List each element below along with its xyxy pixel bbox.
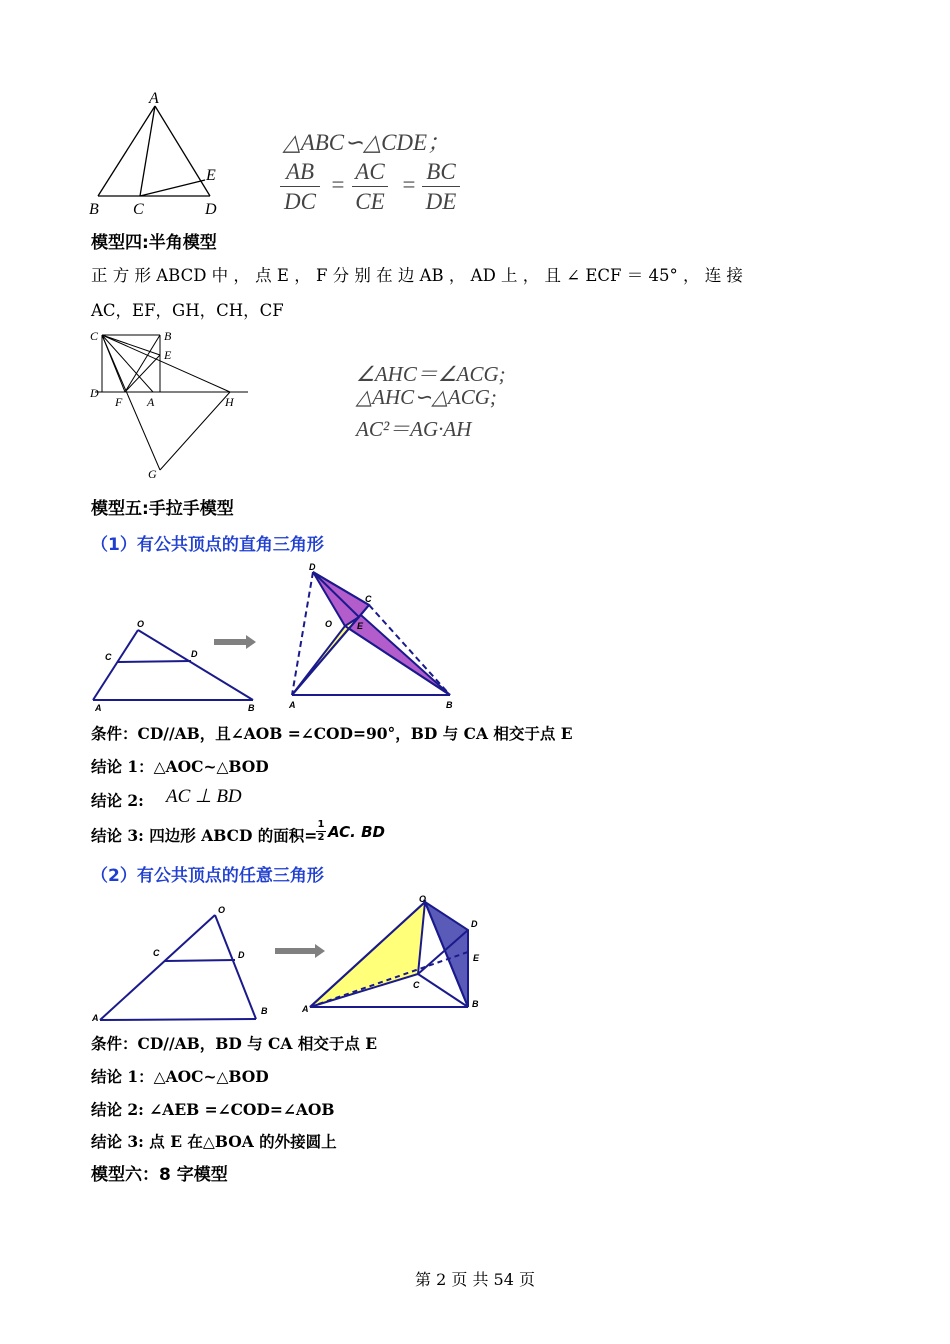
label-a: A (147, 395, 155, 409)
model5-sub2-conclusion3: 结论 3: 点 E 在△BOA 的外接圆上 (91, 1132, 337, 1151)
figure-any-triangle-before (85, 898, 275, 1023)
fraction-denominator: DC (284, 189, 316, 214)
figure-right-triangle-after (285, 562, 460, 712)
model5-sub2-title: （2）有公共顶点的任意三角形 (91, 866, 324, 886)
label-c: C (153, 948, 160, 958)
figure-half-angle (85, 325, 255, 485)
label-o: O (218, 905, 226, 915)
model4-text-line2: AC，EF，GH，CH，CF (91, 301, 284, 320)
half-angle-formula-1: ∠AHC＝∠ACG; (356, 362, 506, 386)
model5-heading: 模型五:手拉手模型 (91, 499, 234, 519)
label-c: C (105, 652, 112, 662)
model5-sub2-condition: 条件：CD//AB，BD 与 CA 相交于点 E (91, 1034, 378, 1053)
label-c: C (90, 329, 99, 343)
model5-sub1-conclusion3-tail: AC. BD (328, 823, 385, 841)
label-e: E (357, 621, 364, 631)
label-c: C (365, 594, 372, 604)
label-e: E (473, 953, 480, 963)
label-d: D (238, 950, 245, 960)
fraction-numerator: AB (280, 158, 320, 187)
label-g: G (148, 467, 157, 481)
model5-sub1-conclusion2-label: 结论 2: (91, 791, 144, 810)
model5-sub1-condition: 条件：CD//AB，且∠AOB =∠COD=90°，BD 与 CA 相交于点 E (91, 724, 573, 743)
label-b: B (261, 1006, 268, 1016)
label-a: A (95, 703, 102, 713)
figure-any-triangle-after (300, 890, 500, 1015)
similarity-statement: △ABC∽△CDE； (283, 130, 451, 155)
label-o: O (325, 619, 333, 629)
figure-right-triangle-before (85, 617, 265, 712)
model5-sub1-conclusion1: 结论 1：△AOC~△BOD (91, 757, 269, 776)
label-b: B (446, 700, 453, 710)
label-e: E (164, 348, 172, 362)
model5-sub1-conclusion2-formula: AC ⊥ BD (166, 786, 242, 807)
label-h: H (225, 395, 234, 409)
model5-sub2-conclusion1: 结论 1：△AOC~△BOD (91, 1067, 269, 1086)
model4-heading: 模型四:半角模型 (91, 233, 217, 253)
label-d: D (191, 649, 198, 659)
fraction-numerator: BC (422, 158, 460, 187)
fraction-ab-dc (280, 158, 320, 217)
page-footer: 第 2 页 共 54 页 (415, 1270, 535, 1289)
equals-sign: = (330, 172, 346, 197)
label-a: A (302, 1004, 309, 1014)
label-d: D (309, 562, 316, 572)
model5-sub1-conclusion3-label: 结论 3: 四边形 ABCD 的面积= (91, 826, 318, 845)
half-angle-formula-3: AC²＝AG·AH (356, 417, 472, 441)
label-a: A (92, 1013, 99, 1023)
fraction-denominator: 2 (317, 832, 325, 843)
fraction-numerator: AC (352, 158, 388, 187)
model5-sub1-conclusion3-fraction (316, 819, 326, 844)
fraction-ac-ce (352, 158, 388, 217)
half-angle-formula-2: △AHC∽△ACG; (356, 385, 497, 409)
label-b: B (472, 999, 479, 1009)
figure-similar-triangles (85, 88, 225, 218)
label-b: B (164, 329, 172, 343)
label-d: D (205, 201, 217, 218)
fraction-denominator: CE (355, 189, 385, 214)
model5-sub1-title: （1）有公共顶点的直角三角形 (91, 535, 324, 555)
label-o: O (419, 894, 427, 904)
fraction-numerator: 1 (317, 819, 325, 830)
fraction-denominator: DE (425, 189, 457, 214)
fraction-bc-de (422, 158, 460, 217)
label-d: D (471, 919, 478, 929)
label-a: A (149, 90, 159, 107)
label-o: O (137, 619, 145, 629)
label-c: C (133, 201, 144, 218)
label-e: E (206, 167, 216, 184)
label-b: B (248, 703, 255, 713)
label-f: F (115, 395, 123, 409)
model4-text-line1: 正 方 形 ABCD 中 ， 点 E ， F 分 别 在 边 AB ， AD 上 ， 且 ∠ ECF ＝ 45° ， 连 接 (91, 266, 743, 285)
arrow-icon (214, 635, 258, 649)
label-a: A (289, 700, 296, 710)
label-d: D (90, 386, 99, 400)
label-c: C (413, 980, 420, 990)
model6-heading: 模型六：8 字模型 (91, 1165, 228, 1185)
label-b: B (89, 201, 99, 218)
model5-sub2-conclusion2: 结论 2: ∠AEB =∠COD=∠AOB (91, 1100, 335, 1119)
equals-sign: = (401, 172, 417, 197)
